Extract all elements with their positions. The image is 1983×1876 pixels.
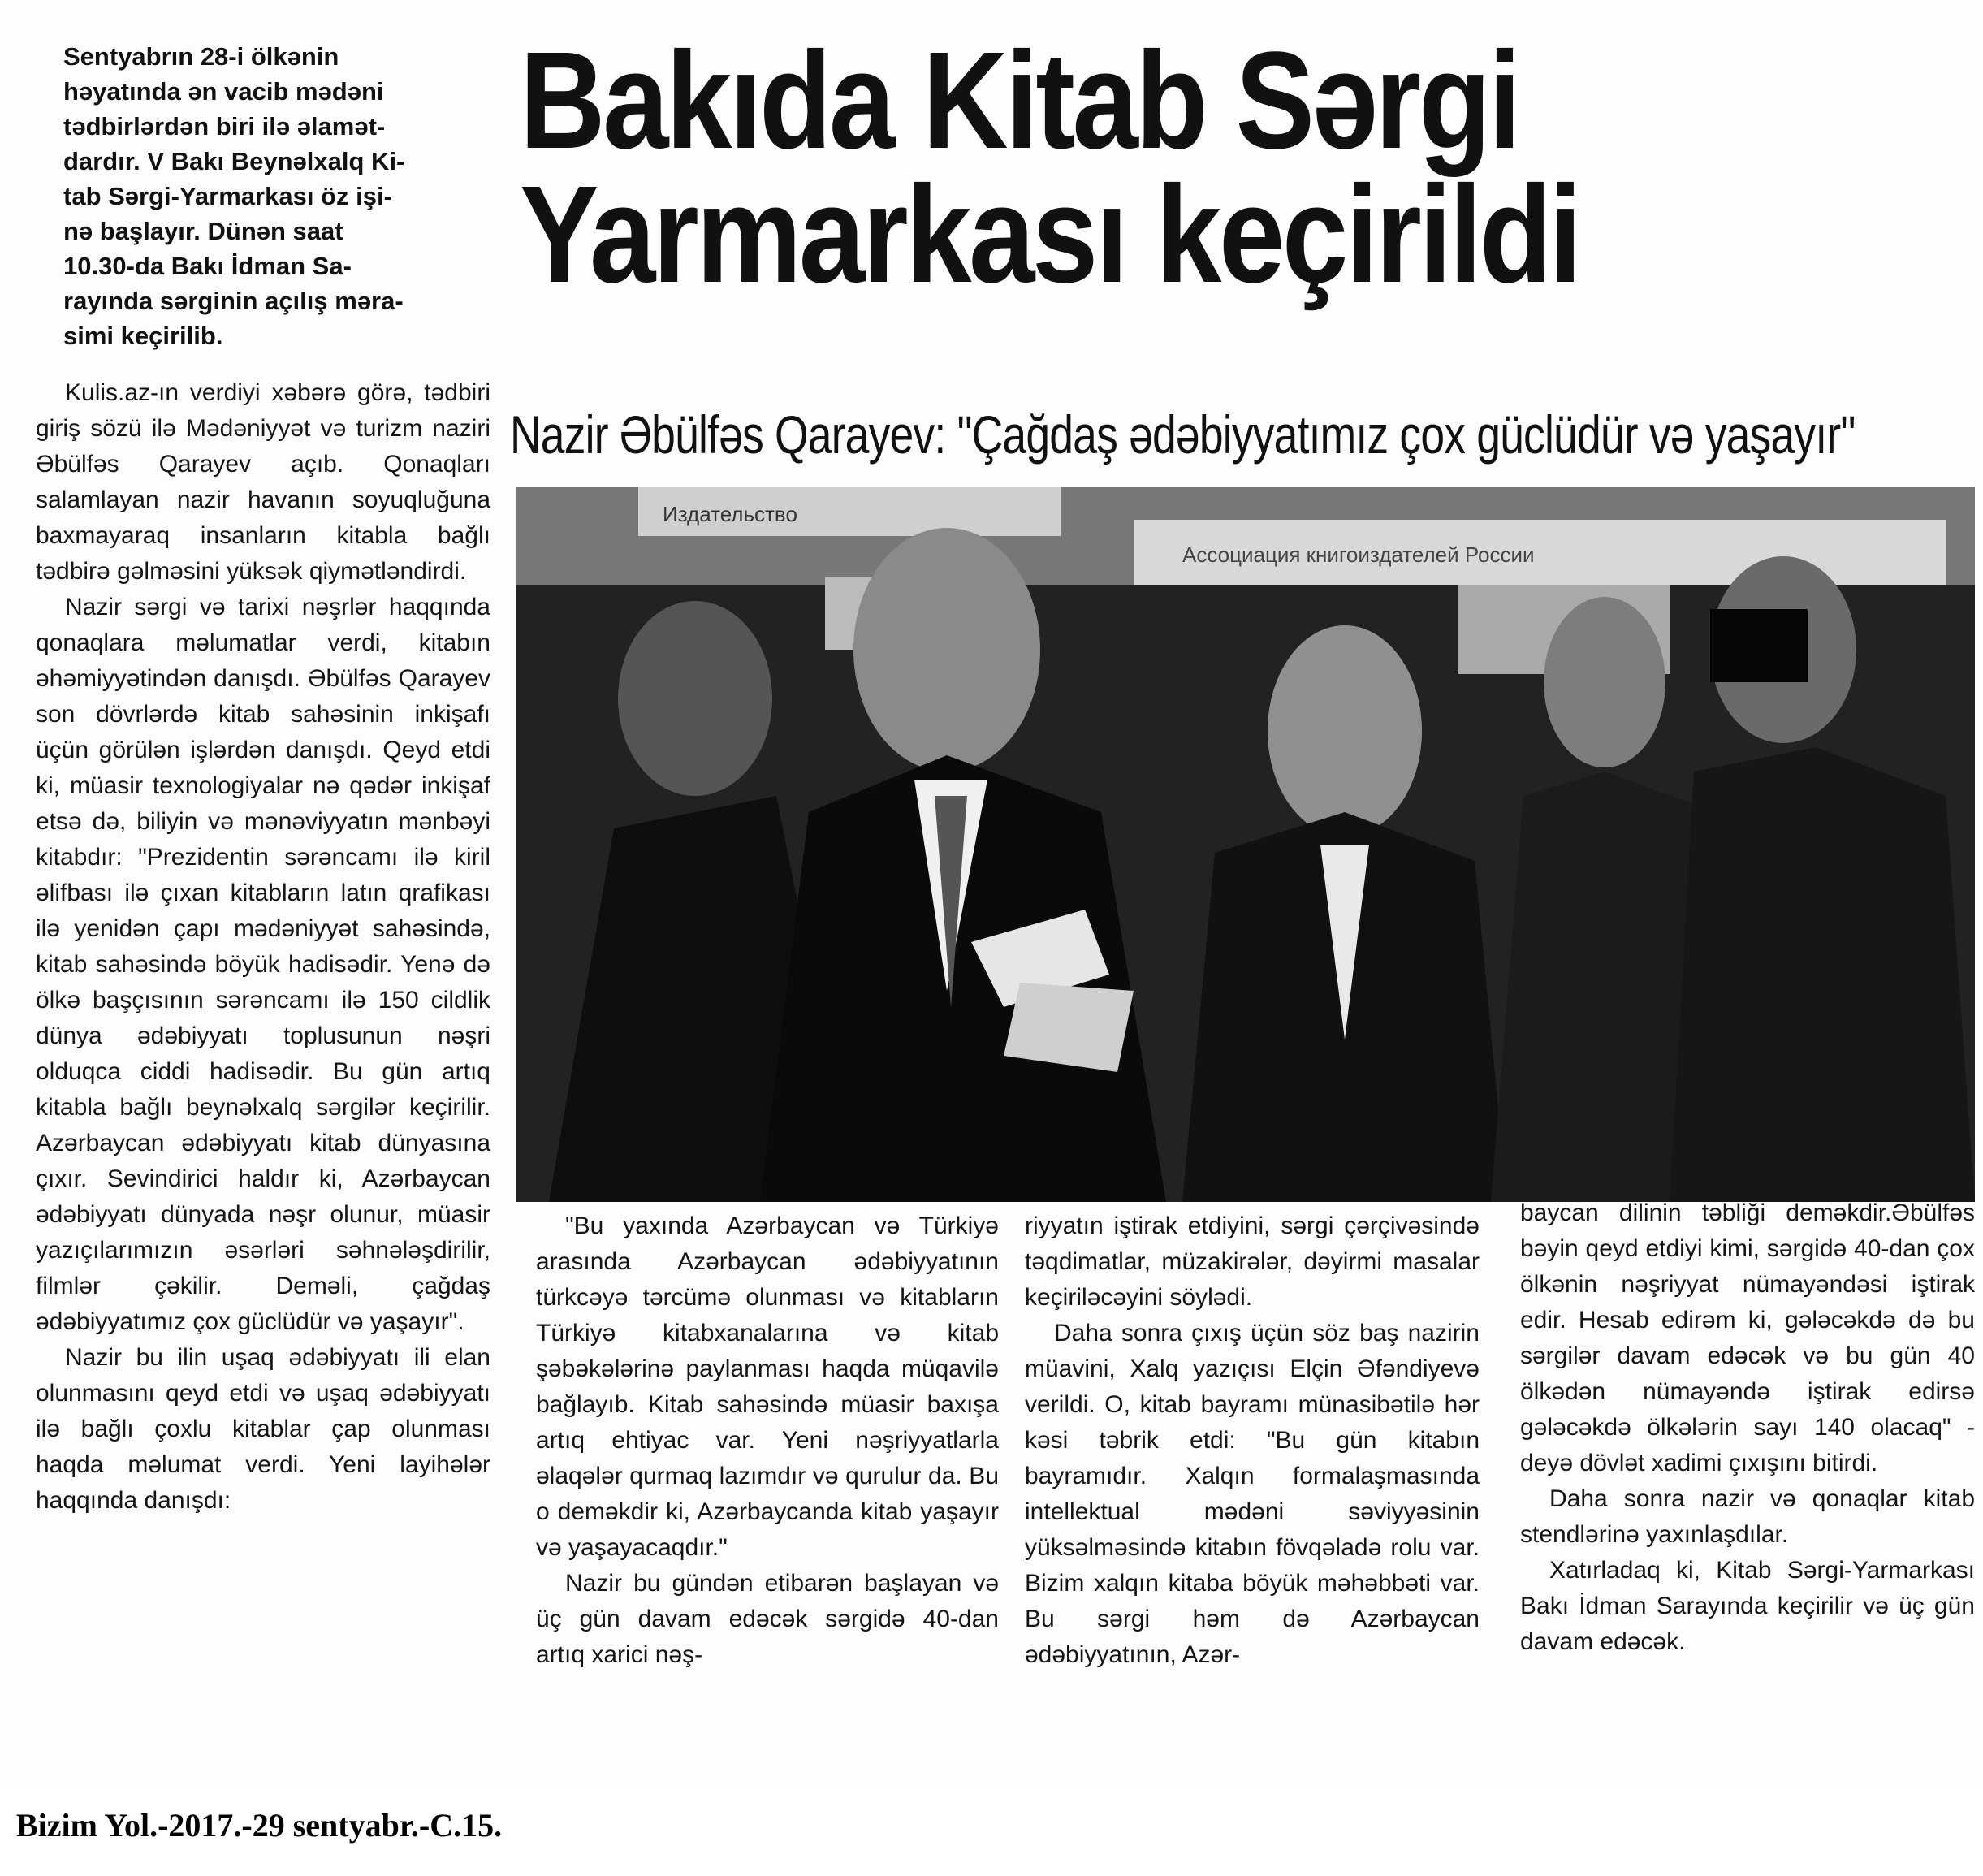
- article-subheadline: Nazir Əbülfəs Qarayev: "Çağdaş ədəbiyyatımız çox güclüdür və yaşayır": [510, 404, 1856, 465]
- article-column-2: [536, 1208, 999, 1673]
- headline-line-1: Bakıda Kitab Sərgi: [520, 24, 1519, 178]
- paragraph: Nazir bu ilin uşaq ədəbiyyatı ili elan olunmasını qeyd etdi və uşaq ədəbiyyatı ilə bağlı çoxlu kitablar çap olunması haqda məlumat verdi. Yeni layihələr haqqında danışdı:: [36, 1344, 490, 1514]
- paragraph: Nazir sərgi və tarixi nəşrlər haqqında qonaqlara məlumatlar verdi, kitabın əhəmiyyətindən danışdı. Əbülfəs Qarayev son dövrlərdə kitab sahəsinin inkişafı üçün görülən işlərdən danışdı. Qeyd etdi ki, müasir texnologiyalar nə qədər inkişaf etsə də, biliyin və mənəviyyatın mənbəyi kitabdır: "Prezidentin sərəncamı ilə kiril əlifbası ilə çıxan kitabların latın qrafikası ilə yenidən çapı mədəniyyət sahəsində, kitab sahəsində böyük hadisədir. Yenə də ölkə başçısının sərəncamı ilə 150 cildlik dünya ədəbiyyatı toplusunun nəşri olduqca ciddi hadisədir. Bu gün artıq kitabla bağlı beynəlxalq sərgilər keçirilir. Azərbaycan ədəbiyyatı kitab dünyasına çıxır. Sevindirici haldır ki, Azərbaycan ədəbiyyatı dünyada nəşr olunur, müasir yazıçılarımızın əsərləri səhnələşdirilir, filmlər çəkilir. Deməli, çağdaş ədəbiyyatımız çox güclüdür və yaşayır".: [36, 594, 490, 1335]
- booth-sign-right: Ассоциация книгоиздателей России: [1182, 542, 1535, 567]
- lead-line: tədbirlərdən biri ilə əlamət-: [63, 112, 386, 140]
- paragraph: "Bu yaxında Azərbaycan və Türkiyə arasında Azərbaycan ədəbiyyatının türkcəyə tərcümə olunması və kitabların Türkiyə kitabxanalarına və kitab şəbəkələrinə paylanması haqda müqavilə bağlayıb. Kitab sahəsində müasir baxışa artıq ehtiyac var. Yeni nəşriyyatlarla əlaqələr qurmaq lazımdır və qurulur da. Bu o deməkdir ki, Azərbaycanda kitab yaşayır və yaşayacaqdır.": [536, 1212, 999, 1561]
- article-column-4: [1520, 1195, 1975, 1660]
- paragraph: riyyatın iştirak etdiyini, sərgi çərçivəsində təqdimatlar, müzakirələr, dəyirmi masalar keçiriləcəyini söylədi.: [1025, 1212, 1480, 1311]
- lead-line: simi keçirilib.: [63, 322, 223, 350]
- article-column-1: [36, 375, 490, 1519]
- lead-line: 10.30-da Bakı İdman Sa-: [63, 252, 352, 280]
- source-caption: Bizim Yol.-2017.-29 sentyabr.-C.15.: [16, 1807, 503, 1844]
- booth-sign-left: Издательство: [663, 502, 797, 526]
- article-lead: [63, 39, 486, 353]
- paragraph: Nazir bu gündən etibarən başlayan və üç gün davam edəcək sərgidə 40-dan artıq xarici nəş-: [536, 1570, 999, 1668]
- paragraph: Daha sonra nazir və qonaqlar kitab stendlərinə yaxınlaşdılar.: [1520, 1485, 1975, 1548]
- photo-illustration: [516, 487, 1975, 1202]
- paragraph: Daha sonra çıxış üçün söz baş nazirin müavini, Xalq yazıçısı Elçin Əfəndiyevə verildi. O, kitab bayramı münasibətilə hər kəsi təbrik etdi: "Bu gün kitabın bayramıdır. Xalqın formalaşmasında intellektual mədəni səviyyəsinin yüksəlməsində kitabın fövqəladə rolu var. Bizim xalqın kitaba böyük məhəbbəti var. Bu sərgi həm də Azərbaycan ədəbiyyatının, Azər-: [1025, 1320, 1480, 1668]
- news-photo: [516, 487, 1975, 1202]
- lead-line: tab Sərgi-Yarmarkası öz işi-: [63, 182, 392, 210]
- lead-line: nə başlayır. Dünən saat: [63, 217, 343, 245]
- paragraph: baycan dilinin təbliği deməkdir.Əbülfəs bəyin qeyd etdiyi kimi, sərgidə 40-dan çox ölkənin nəşriyyat nümayəndəsi iştirak edir. Hesab edirəm ki, gələcəkdə də bu sərgilər davam edəcək və bu gün 40 ölkədən nümayəndə iştirak edirsə gələcəkdə ölkələrin sayı 140 olacaq" - deyə dövlət xadimi çıxışını bitirdi.: [1520, 1200, 1975, 1476]
- article-headline: [520, 24, 1756, 312]
- lead-line: Sentyabrın 28-i ölkənin: [63, 42, 339, 71]
- lead-line: rayında sərginin açılış məra-: [63, 287, 404, 315]
- lead-line: dardır. V Bakı Beynəlxalq Ki-: [63, 147, 405, 175]
- headline-line-2: Yarmarkası keçirildi: [520, 158, 1579, 312]
- paragraph: Xatırladaq ki, Kitab Sərgi-Yarmarkası Bakı İdman Sarayında keçirilir və üç gün davam edəcək.: [1520, 1557, 1975, 1655]
- article-column-3: [1025, 1208, 1480, 1673]
- lead-line: həyatında ən vacib mədəni: [63, 77, 384, 106]
- paragraph: Kulis.az-ın verdiyi xəbərə görə, tədbiri giriş sözü ilə Mədəniyyət və turizm naziri Əbülfəs Qarayev açıb. Qonaqları salamlayan nazir havanın soyuqluğuna baxmayaraq insanların kitabla bağlı tədbirə gəlməsini yüksək qiymətləndirdi.: [36, 379, 490, 585]
